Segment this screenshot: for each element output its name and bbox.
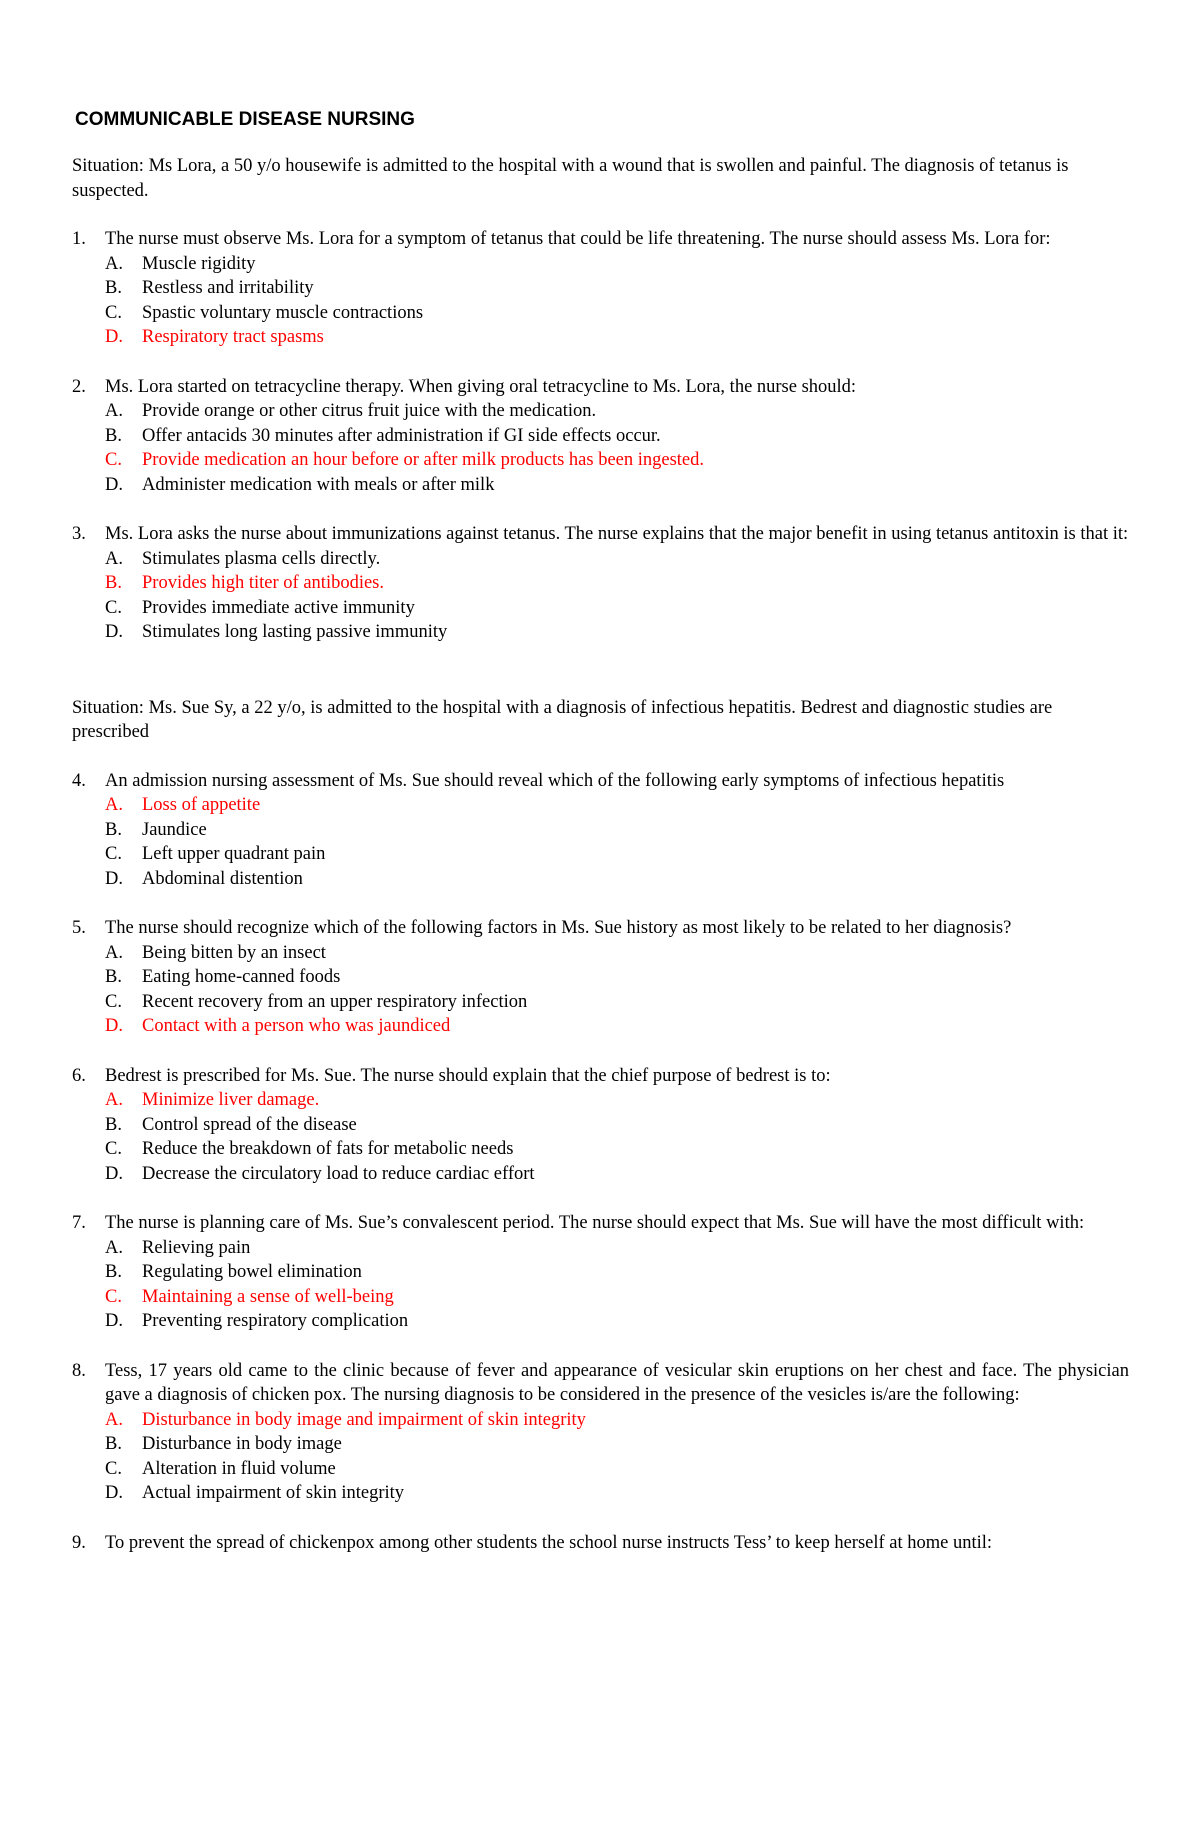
answer-options (72, 793, 1129, 891)
option-letter: C. (105, 450, 122, 470)
option-text: Spastic voluntary muscle contractions (142, 302, 424, 323)
question-stem: Tess, 17 years old came to the clinic because of fever and appearance of vesicular skin eruptions on her chest and face. The physician gave a diagnosis of chicken pox. The nursing diagnosis to be considered in the presence of the vesicles is/are the following: (105, 1360, 1129, 1405)
answer-option-correct (72, 571, 1129, 596)
answer-option (72, 1481, 1129, 1506)
answer-option (72, 1113, 1129, 1138)
answer-options (72, 1408, 1129, 1506)
option-text: Preventing respiratory complication (142, 1311, 409, 1331)
option-letter: B. (105, 1262, 122, 1282)
question-3 (72, 522, 1129, 645)
question-number: 1. (72, 229, 86, 249)
answer-options (72, 399, 1129, 497)
question-group-lora (72, 227, 1129, 645)
question-4 (72, 769, 1129, 892)
option-text: Control spread of the disease (142, 1114, 357, 1135)
answer-option (72, 842, 1129, 867)
answer-option (72, 990, 1129, 1015)
option-text: Relieving pain (142, 1237, 251, 1258)
option-letter: A. (105, 1090, 123, 1110)
answer-option (72, 1309, 1129, 1334)
answer-options (72, 547, 1129, 645)
question-stem: Ms. Lora started on tetracycline therapy. When giving oral tetracycline to Ms. Lora, the nurse should: (105, 376, 857, 397)
option-letter: D. (105, 1163, 123, 1184)
option-letter: D. (105, 474, 123, 495)
option-text: Respiratory tract spasms (142, 327, 324, 347)
option-text: Recent recovery from an upper respiratory infection (142, 991, 528, 1012)
option-letter: D. (105, 1311, 123, 1331)
option-letter: B. (105, 967, 122, 987)
option-letter: B. (105, 1114, 122, 1135)
answer-option (72, 941, 1129, 966)
option-text: Provide orange or other citrus fruit juice with the medication. (142, 401, 597, 421)
question-number: 9. (72, 1532, 86, 1553)
option-letter: C. (105, 302, 122, 323)
answer-options (72, 941, 1129, 1039)
question-9 (72, 1531, 1129, 1556)
option-text: Offer antacids 30 minutes after administration if GI side effects occur. (142, 425, 661, 446)
question-stem-line (72, 1359, 1129, 1408)
answer-option (72, 301, 1129, 326)
option-text: Abdominal distention (142, 868, 303, 889)
option-letter: A. (105, 1237, 123, 1258)
question-number: 3. (72, 524, 86, 544)
option-letter: D. (105, 868, 123, 889)
question-8 (72, 1359, 1129, 1506)
question-stem: To prevent the spread of chickenpox among other students the school nurse instructs Tess’ to keep herself at home until: (105, 1532, 993, 1553)
answer-option (72, 596, 1129, 621)
answer-option (72, 1137, 1129, 1162)
option-text: Provide medication an hour before or after milk products has been ingested. (142, 450, 705, 470)
option-text: Eating home-canned foods (142, 967, 341, 987)
option-letter: D. (105, 1483, 123, 1503)
option-text: Disturbance in body image and impairment of skin integrity (142, 1409, 586, 1430)
option-letter: D. (105, 622, 123, 642)
option-letter: A. (105, 1409, 123, 1430)
question-2 (72, 375, 1129, 498)
question-number: 5. (72, 918, 86, 938)
question-stem-line (72, 769, 1129, 794)
document-title: COMMUNICABLE DISEASE NURSING (75, 109, 415, 130)
answer-option (72, 424, 1129, 449)
option-text: Administer medication with meals or after milk (142, 474, 495, 495)
situation-lora: Situation: Ms Lora, a 50 y/o housewife is admitted to the hospital with a wound that is swollen and painful. The diagnosis of tetanus is suspected. (72, 156, 1069, 201)
option-letter: B. (105, 573, 122, 593)
option-text: Provides immediate active immunity (142, 597, 415, 618)
option-letter: A. (105, 942, 123, 963)
question-stem-line (72, 916, 1129, 941)
answer-option (72, 818, 1129, 843)
answer-option (72, 965, 1129, 990)
answer-option (72, 1260, 1129, 1285)
option-letter: D. (105, 327, 123, 347)
option-letter: A. (105, 253, 123, 274)
question-number: 6. (72, 1065, 86, 1086)
option-text: Provides high titer of antibodies. (142, 573, 385, 593)
option-letter: C. (105, 1286, 122, 1307)
option-text: Disturbance in body image (142, 1434, 342, 1454)
option-letter: C. (105, 597, 122, 618)
option-text: Decrease the circulatory load to reduce cardiac effort (142, 1163, 535, 1184)
question-stem: The nurse must observe Ms. Lora for a symptom of tetanus that could be life threatening. The nurse should assess Ms. Lora for: (105, 229, 1051, 249)
question-stem: Ms. Lora asks the nurse about immunizations against tetanus. The nurse explains that the major benefit in using tetanus antitoxin is that it: (105, 524, 1129, 544)
question-group-sue (72, 769, 1129, 1556)
question-stem: Bedrest is prescribed for Ms. Sue. The nurse should explain that the chief purpose of bedrest is to: (105, 1065, 831, 1086)
question-stem: The nurse is planning care of Ms. Sue’s convalescent period. The nurse should expect that Ms. Sue will have the most difficult with: (105, 1213, 1085, 1233)
answer-option-correct (72, 1285, 1129, 1310)
section-spacer (72, 670, 1129, 696)
answer-options (72, 1236, 1129, 1334)
option-text: Reduce the breakdown of fats for metabolic needs (142, 1139, 514, 1159)
answer-option (72, 620, 1129, 645)
question-5 (72, 916, 1129, 1039)
answer-option-correct (72, 1088, 1129, 1113)
answer-option (72, 473, 1129, 498)
answer-option (72, 1162, 1129, 1187)
answer-option (72, 252, 1129, 277)
option-text: Jaundice (142, 819, 207, 840)
question-stem-line (72, 522, 1129, 547)
question-number: 8. (72, 1360, 86, 1381)
option-letter: A. (105, 548, 123, 569)
option-letter: C. (105, 1139, 122, 1159)
option-letter: B. (105, 278, 122, 298)
option-letter: C. (105, 844, 122, 864)
situation-sue: Situation: Ms. Sue Sy, a 22 y/o, is admitted to the hospital with a diagnosis of infectious hepatitis. Bedrest and diagnostic studies are prescribed (72, 697, 1053, 742)
option-text: Actual impairment of skin integrity (142, 1483, 405, 1503)
question-6 (72, 1064, 1129, 1187)
option-text: Left upper quadrant pain (142, 844, 326, 864)
answer-option (72, 547, 1129, 572)
option-text: Loss of appetite (142, 795, 261, 815)
option-text: Stimulates long lasting passive immunity (142, 622, 448, 642)
answer-option-correct (72, 448, 1129, 473)
option-letter: D. (105, 1016, 123, 1036)
question-stem: An admission nursing assessment of Ms. Sue should reveal which of the following early symptoms of infectious hepatitis (105, 770, 1005, 791)
answer-option (72, 399, 1129, 424)
answer-option (72, 1236, 1129, 1261)
option-text: Maintaining a sense of well-being (142, 1286, 394, 1307)
document-content (72, 108, 1129, 1580)
question-1 (72, 227, 1129, 350)
option-letter: B. (105, 819, 122, 840)
answer-option (72, 276, 1129, 301)
question-stem-line (72, 227, 1129, 252)
option-letter: C. (105, 1458, 122, 1479)
option-letter: B. (105, 425, 122, 446)
option-text: Contact with a person who was jaundiced (142, 1016, 451, 1036)
question-7 (72, 1211, 1129, 1334)
option-letter: B. (105, 1434, 122, 1454)
answer-options (72, 252, 1129, 350)
answer-option (72, 867, 1129, 892)
option-text: Regulating bowel elimination (142, 1262, 362, 1282)
question-stem-line (72, 375, 1129, 400)
answer-option (72, 1432, 1129, 1457)
option-text: Alteration in fluid volume (142, 1458, 336, 1479)
question-stem: The nurse should recognize which of the following factors in Ms. Sue history as most likely to be related to her diagnosis? (105, 918, 1012, 938)
answer-option-correct (72, 1014, 1129, 1039)
answer-option-correct (72, 325, 1129, 350)
question-number: 4. (72, 770, 86, 791)
option-letter: A. (105, 795, 123, 815)
answer-option-correct (72, 793, 1129, 818)
question-stem-line (72, 1531, 1129, 1556)
question-number: 2. (72, 376, 86, 397)
option-text: Stimulates plasma cells directly. (142, 548, 381, 569)
answer-option-correct (72, 1408, 1129, 1433)
option-letter: C. (105, 991, 122, 1012)
option-letter: A. (105, 401, 123, 421)
answer-option (72, 1457, 1129, 1482)
option-text: Muscle rigidity (142, 253, 256, 274)
question-stem-line (72, 1211, 1129, 1236)
option-text: Restless and irritability (142, 278, 314, 298)
answer-options (72, 1088, 1129, 1186)
question-number: 7. (72, 1213, 86, 1233)
question-stem-line (72, 1064, 1129, 1089)
option-text: Being bitten by an insect (142, 942, 326, 963)
option-text: Minimize liver damage. (142, 1090, 320, 1110)
